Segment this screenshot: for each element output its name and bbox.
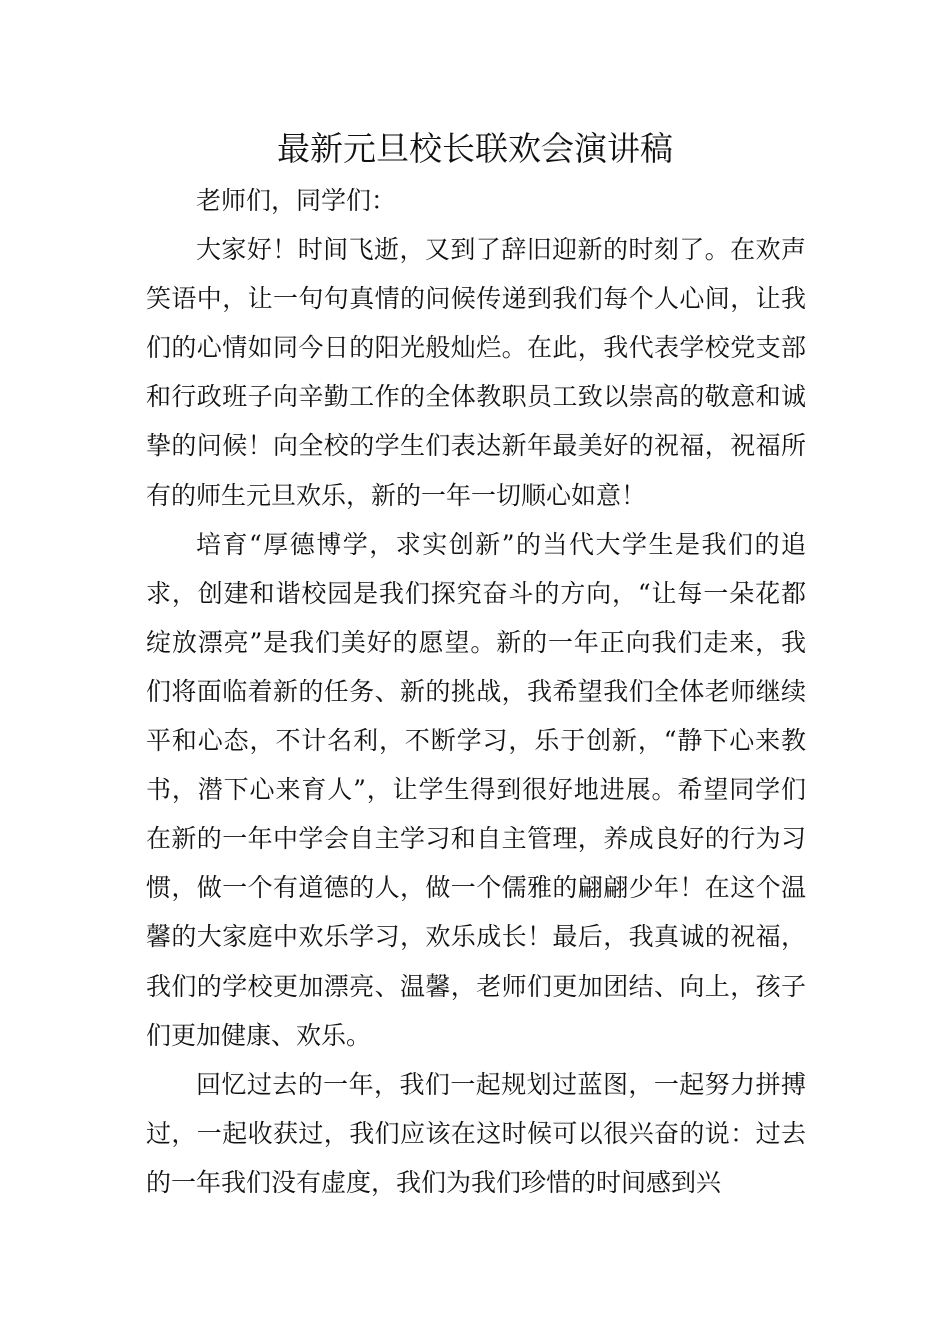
paragraph-hopes: 培育“厚德博学，求实创新”的当代大学生是我们的追求，创建和谐校园是我们探究奋斗的方向，“让每一朵花都绽放漂亮”是我们美好的愿望。新的一年正向我们走来，我们将面临着新的任务、新的挑战，我希望我们全体老师继续平和心态，不计名利，不断学习，乐于创新，“静下心来教书，潜下心来育人”，让学生得到很好地进展。希望同学们在新的一年中学会自主学习和自主管理，养成良好的行为习惯，做一个有道德的人，做一个儒雅的翩翩少年！在这个温馨的大家庭中欢乐学习，欢乐成长！最后，我真诚的祝福，我们的学校更加漂亮、温馨，老师们更加团结、向上，孩子们更加健康、欢乐。 (146, 529, 806, 1050)
paragraph-greeting: 大家好！时间飞逝，又到了辞旧迎新的时刻了。在欢声笑语中，让一句句真情的问候传递到我们每个人心间，让我们的心情如同今日的阳光般灿烂。在此，我代表学校党支部和行政班子向辛勤工作的全体教职员工致以崇高的敬意和诚挚的问候！向全校的学生们表达新年最美好的祝福，祝福所有的师生元旦欢乐，新的一年一切顺心如意！ (146, 235, 806, 510)
paragraph-review: 回忆过去的一年，我们一起规划过蓝图，一起努力拼搏过，一起收获过，我们应该在这时候可以很兴奋的说：过去的一年我们没有虚度，我们为我们珍惜的时间感到兴 (146, 1069, 806, 1197)
document-body (146, 176, 806, 1207)
paragraph-salutation: 老师们，同学们： (196, 186, 397, 215)
document-title: 最新元旦校长联欢会演讲稿 (277, 129, 673, 168)
